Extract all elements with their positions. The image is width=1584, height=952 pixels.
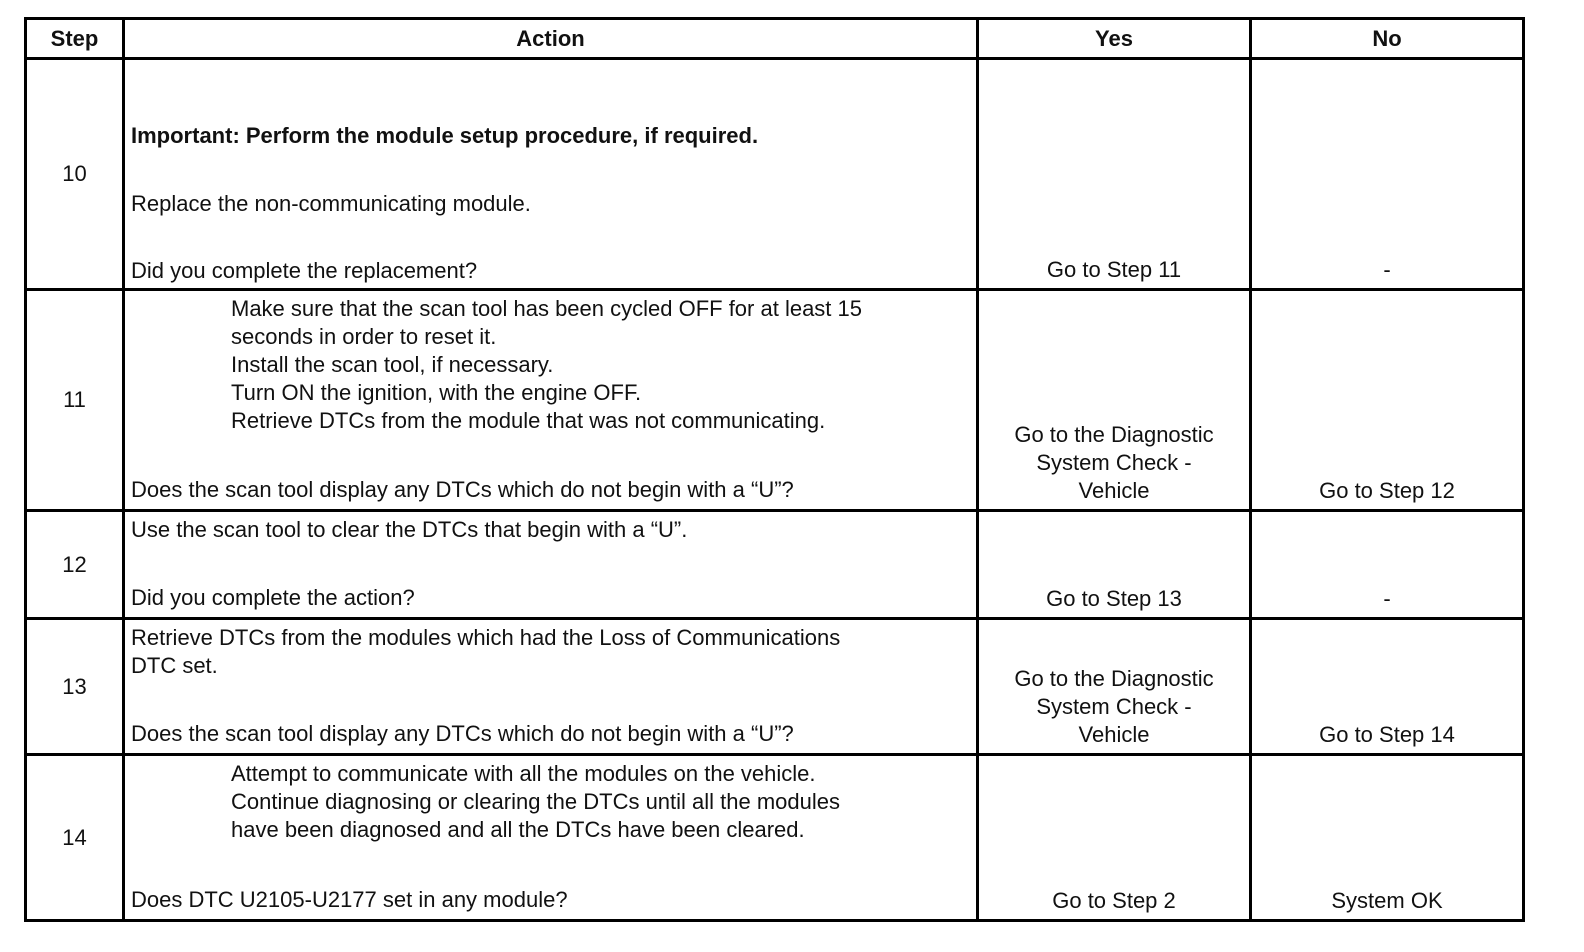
- table-row-step-14: [26, 755, 1524, 921]
- header-step: Step: [26, 19, 124, 59]
- instruction-line: Attempt to communicate with all the modules on the vehicle.: [231, 761, 816, 786]
- action-cell: [124, 619, 978, 755]
- instruction-line: Make sure that the scan tool has been cycled OFF for at least 15: [231, 296, 862, 321]
- instruction-list: [131, 295, 862, 435]
- action-cell: [124, 290, 978, 511]
- table-row-step-10: [26, 59, 1524, 290]
- question-text: Did you complete the action?: [131, 585, 415, 610]
- yes-cell: Go to Step 2: [978, 755, 1251, 921]
- yes-cell: [978, 619, 1251, 755]
- yes-line: Go to the Diagnostic: [1014, 666, 1214, 691]
- diagnostic-table: [24, 17, 1525, 922]
- yes-line: Vehicle: [1078, 722, 1150, 747]
- instruction-line: Install the scan tool, if necessary.: [231, 352, 554, 377]
- table-row-step-11: [26, 290, 1524, 511]
- no-cell: System OK: [1251, 755, 1524, 921]
- yes-line: Go to the Diagnostic: [1014, 422, 1214, 447]
- step-number: 10: [26, 59, 124, 290]
- header-action: Action: [124, 19, 978, 59]
- header-no: No: [1251, 19, 1524, 59]
- table-row-step-12: [26, 511, 1524, 619]
- instruction-line: Continue diagnosing or clearing the DTCs until all the modules: [231, 789, 841, 814]
- instruction-line: DTC set.: [131, 653, 218, 678]
- action-cell: [124, 59, 978, 290]
- step-number: 12: [26, 511, 124, 619]
- question-text: Did you complete the replacement?: [131, 258, 478, 283]
- question-text: Does the scan tool display any DTCs which do not begin with a “U”?: [131, 477, 794, 502]
- table-row-step-13: [26, 619, 1524, 755]
- instruction-list: [131, 624, 840, 680]
- yes-line: Vehicle: [1078, 478, 1150, 503]
- yes-cell: Go to Step 13: [978, 511, 1251, 619]
- step-number: 14: [26, 755, 124, 921]
- question-text: Does the scan tool display any DTCs which do not begin with a “U”?: [131, 721, 794, 746]
- instruction-line: have been diagnosed and all the DTCs have been cleared.: [231, 817, 805, 842]
- no-cell: Go to Step 14: [1251, 619, 1524, 755]
- instruction-text: Replace the non-communicating module.: [131, 191, 531, 216]
- no-cell: -: [1251, 59, 1524, 290]
- step-number: 11: [26, 290, 124, 511]
- no-cell: -: [1251, 511, 1524, 619]
- instruction-text: Use the scan tool to clear the DTCs that begin with a “U”.: [131, 517, 688, 542]
- action-cell: [124, 755, 978, 921]
- instruction-line: Retrieve DTCs from the module that was not communicating.: [231, 408, 826, 433]
- yes-line: System Check -: [1036, 694, 1192, 719]
- header-yes: Yes: [978, 19, 1251, 59]
- action-cell: [124, 511, 978, 619]
- no-cell: Go to Step 12: [1251, 290, 1524, 511]
- question-text: Does DTC U2105-U2177 set in any module?: [131, 887, 568, 912]
- instruction-line: Retrieve DTCs from the modules which had the Loss of Communications: [131, 625, 841, 650]
- yes-line: System Check -: [1036, 450, 1192, 475]
- instruction-list: [131, 760, 840, 844]
- yes-cell: Go to Step 11: [978, 59, 1251, 290]
- instruction-line: Turn ON the ignition, with the engine OFF.: [231, 380, 642, 405]
- step-number: 13: [26, 619, 124, 755]
- instruction-line: seconds in order to reset it.: [231, 324, 497, 349]
- important-note: Important: Perform the module setup procedure, if required.: [131, 123, 759, 148]
- header-row: [26, 19, 1524, 59]
- yes-cell: [978, 290, 1251, 511]
